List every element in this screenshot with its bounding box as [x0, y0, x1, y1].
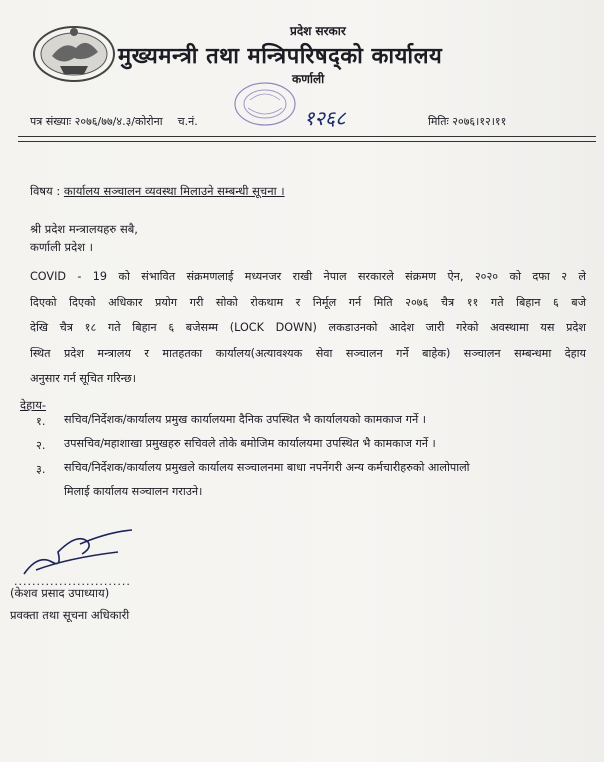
date-line: मितिः २०७६।१२।११ — [428, 115, 507, 128]
list-item: सचिव/निर्देशक/कार्यालय प्रमुख कार्यालयमा दैनिक उपस्थित भै कार्यालयको कामकाज गर्ने । — [64, 413, 426, 426]
office-title: मुख्यमन्त्री तथा मन्त्रिपरिषद्को कार्यालय — [118, 44, 443, 69]
list-heading: देहाय- — [20, 398, 47, 412]
dispatch-number-handwritten: १२६८ — [304, 106, 346, 130]
list-item: उपसचिव/महाशाखा प्रमुखहरु सचिवले तोके बमोजिम कार्यालयमा उपस्थित भै कामकाज गर्ने । — [64, 437, 436, 450]
dispatch-number-label: च.नं. — [177, 115, 198, 128]
body-paragraph: COVID - 19 को संभावित संक्रमणलाई मध्यनजर राखी नेपाल सरकारले संक्रमण ऐन, २०२० को दफा २ ले दिएको दिएको अधिकार प्रयोग गरी सोको रोकथाम र निर्मूल गर्न मिति २०७६ चैत्र ११ गते बिहान ६ बजे देखि चैत्र १८ गते बिहान ६ बजेसम्म (LOCK DOWN) लकडाउनको आदेश जारी गरेको अवस्थामा यस प्रदेश स्थित प्रदेश मन्त्रालय र मातहतका कार्यालय(अत्यावश्यक सेवा सञ्चालन गर्ने बाहेक) सञ्चालन सम्बन्धमा देहाय अनुसार गर्न सूचित गरिन्छ। — [30, 270, 586, 385]
signatory-title: प्रवक्ता तथा सूचना अधिकारी — [10, 608, 130, 622]
list-item: सचिव/निर्देशक/कार्यालय प्रमुखले कार्यालय सञ्चालनमा बाधा नपर्नेगरी अन्य कर्मचारीहरुको आलोपालो — [64, 461, 470, 474]
signatory-name: (केशव प्रसाद उपाध्याय) — [10, 586, 110, 600]
list-item-number: २. — [36, 439, 46, 452]
office-stamp — [232, 80, 298, 128]
subject-text: कार्यालय सञ्चालन व्यवस्था मिलाउने सम्बन्धी सूचना । — [63, 184, 285, 198]
subject-line: विषय : कार्यालय सञ्चालन व्यवस्था मिलाउने सम्बन्धी सूचना । — [30, 184, 285, 198]
addressee-line-2: कर्णाली प्रदेश । — [30, 240, 94, 254]
divider-line — [18, 141, 596, 142]
government-header: प्रदेश सरकार — [290, 24, 346, 38]
letter-number-label: पत्र संख्याः २०७६/७७/४.३/कोरोना — [30, 115, 163, 128]
signature-line: .......................... — [14, 575, 131, 588]
divider-line — [18, 136, 596, 137]
list-item-number: ३. — [36, 463, 46, 476]
nepal-emblem-icon — [30, 22, 118, 84]
list-item-number: १. — [36, 415, 46, 428]
addressee-line-1: श्री प्रदेश मन्त्रालयहरु सबै, — [30, 222, 138, 236]
reference-line — [30, 114, 198, 129]
list-item-continuation: मिलाई कार्यालय सञ्चालन गराउने। — [64, 485, 203, 498]
province-name: कर्णाली — [292, 72, 325, 86]
